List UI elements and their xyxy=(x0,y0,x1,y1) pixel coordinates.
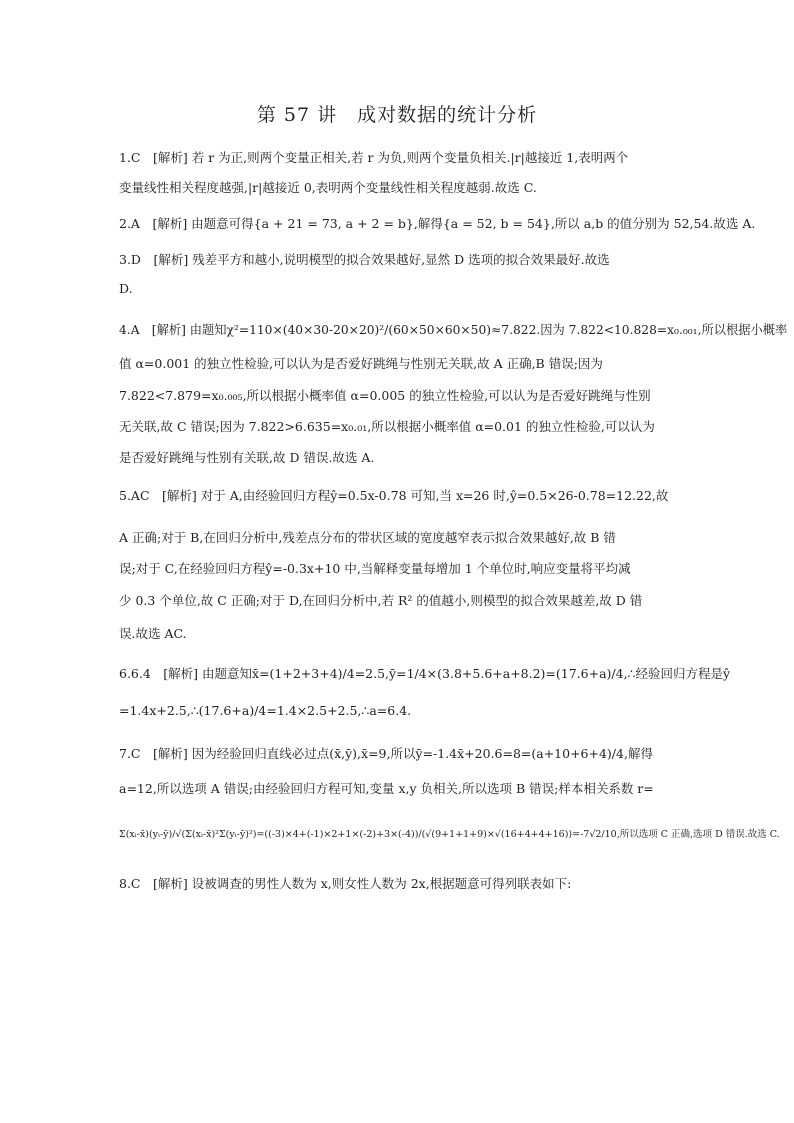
answer-line: 8.C [解析] 设被调查的男性人数为 x,则女性人数为 2x,根据题意可得列联表如下: xyxy=(119,876,572,891)
answer-line: 2.A [解析] 由题意可得{a + 21 = 73, a + 2 = b},解得{a = 52, b = 54},所以 a,b 的值分别为 52,54.故选 A. xyxy=(119,216,756,231)
answer-line: 变量线性相关程度越强,|r|越接近 0,表明两个变量线性相关程度越弱.故选 C. xyxy=(119,180,537,195)
answer-line: D. xyxy=(119,281,133,296)
page-title: 第 57 讲 成对数据的统计分析 xyxy=(256,104,538,126)
answer-line: 误;对于 C,在经验回归方程ŷ=-0.3x+10 中,当解释变量每增加 1 个单位时,响应变量将平均减 xyxy=(119,561,631,576)
answer-line: 4.A [解析] 由题知χ²=110×(40×30-20×20)²/(60×50×60×50)≈7.822.因为 7.822<10.828=x₀.₀₀₁,所以根据小概率 xyxy=(119,323,788,337)
answer-line: 3.D [解析] 残差平方和越小,说明模型的拟合效果越好,显然 D 选项的拟合效果最好.故选 xyxy=(119,252,610,267)
answer-line: 6.6.4 [解析] 由题意知x̄=(1+2+3+4)/4=2.5,ȳ=1/4×(3.8+5.6+a+8.2)=(17.6+a)/4,∴经验回归方程是ŷ xyxy=(119,666,731,681)
answer-line: a=12,所以选项 A 错误;由经验回归方程可知,变量 x,y 负相关,所以选项 B 错误;样本相关系数 r= xyxy=(119,781,654,796)
answer-line: 是否爱好跳绳与性别有关联,故 D 错误.故选 A. xyxy=(119,450,375,465)
answer-line: 1.C [解析] 若 r 为正,则两个变量正相关,若 r 为负,则两个变量负相关.|r|越接近 1,表明两个 xyxy=(119,150,629,165)
answer-line: 误.故选 AC. xyxy=(119,626,187,641)
answer-line: A 正确;对于 B,在回归分析中,残差点分布的带状区域的宽度越窄表示拟合效果越好,故 B 错 xyxy=(119,530,616,545)
answer-line: =1.4x+2.5,∴(17.6+a)/4=1.4×2.5+2.5,∴a=6.4. xyxy=(119,703,412,718)
answer-line: 少 0.3 个单位,故 C 正确;对于 D,在回归分析中,若 R² 的值越小,则模型的拟合效果越差,故 D 错 xyxy=(119,593,643,608)
answer-line: 7.822<7.879=x₀.₀₀₅,所以根据小概率值 α=0.005 的独立性检验,可以认为是否爱好跳绳与性别 xyxy=(119,388,651,403)
answer-line: Σ(xᵢ-x̄)(yᵢ-ȳ)/√(Σ(xᵢ-x̄)²Σ(yᵢ-ȳ)²)=((-3)×4+(-1)×2+1×(-2)+3×(-4))/(√(9+1+1+9)×√(16+4+4+16))=-7√2/10,所以选项 C 正确,选项 D 错误.故选 C. xyxy=(119,829,780,840)
answer-line: 5.AC [解析] 对于 A,由经验回归方程ŷ=0.5x-0.78 可知,当 x=26 时,ŷ=0.5×26-0.78=12.22,故 xyxy=(119,488,669,503)
answer-line: 7.C [解析] 因为经验回归直线必过点(x̄,ȳ),x̄=9,所以ȳ=-1.4x̄+20.6=8=(a+10+6+4)/4,解得 xyxy=(119,746,653,761)
answer-line: 值 α=0.001 的独立性检验,可以认为是否爱好跳绳与性别无关联,故 A 正确,B 错误;因为 xyxy=(119,356,603,371)
answer-line: 无关联,故 C 错误;因为 7.822>6.635=x₀.₀₁,所以根据小概率值 α=0.01 的独立性检验,可以认为 xyxy=(119,419,655,434)
